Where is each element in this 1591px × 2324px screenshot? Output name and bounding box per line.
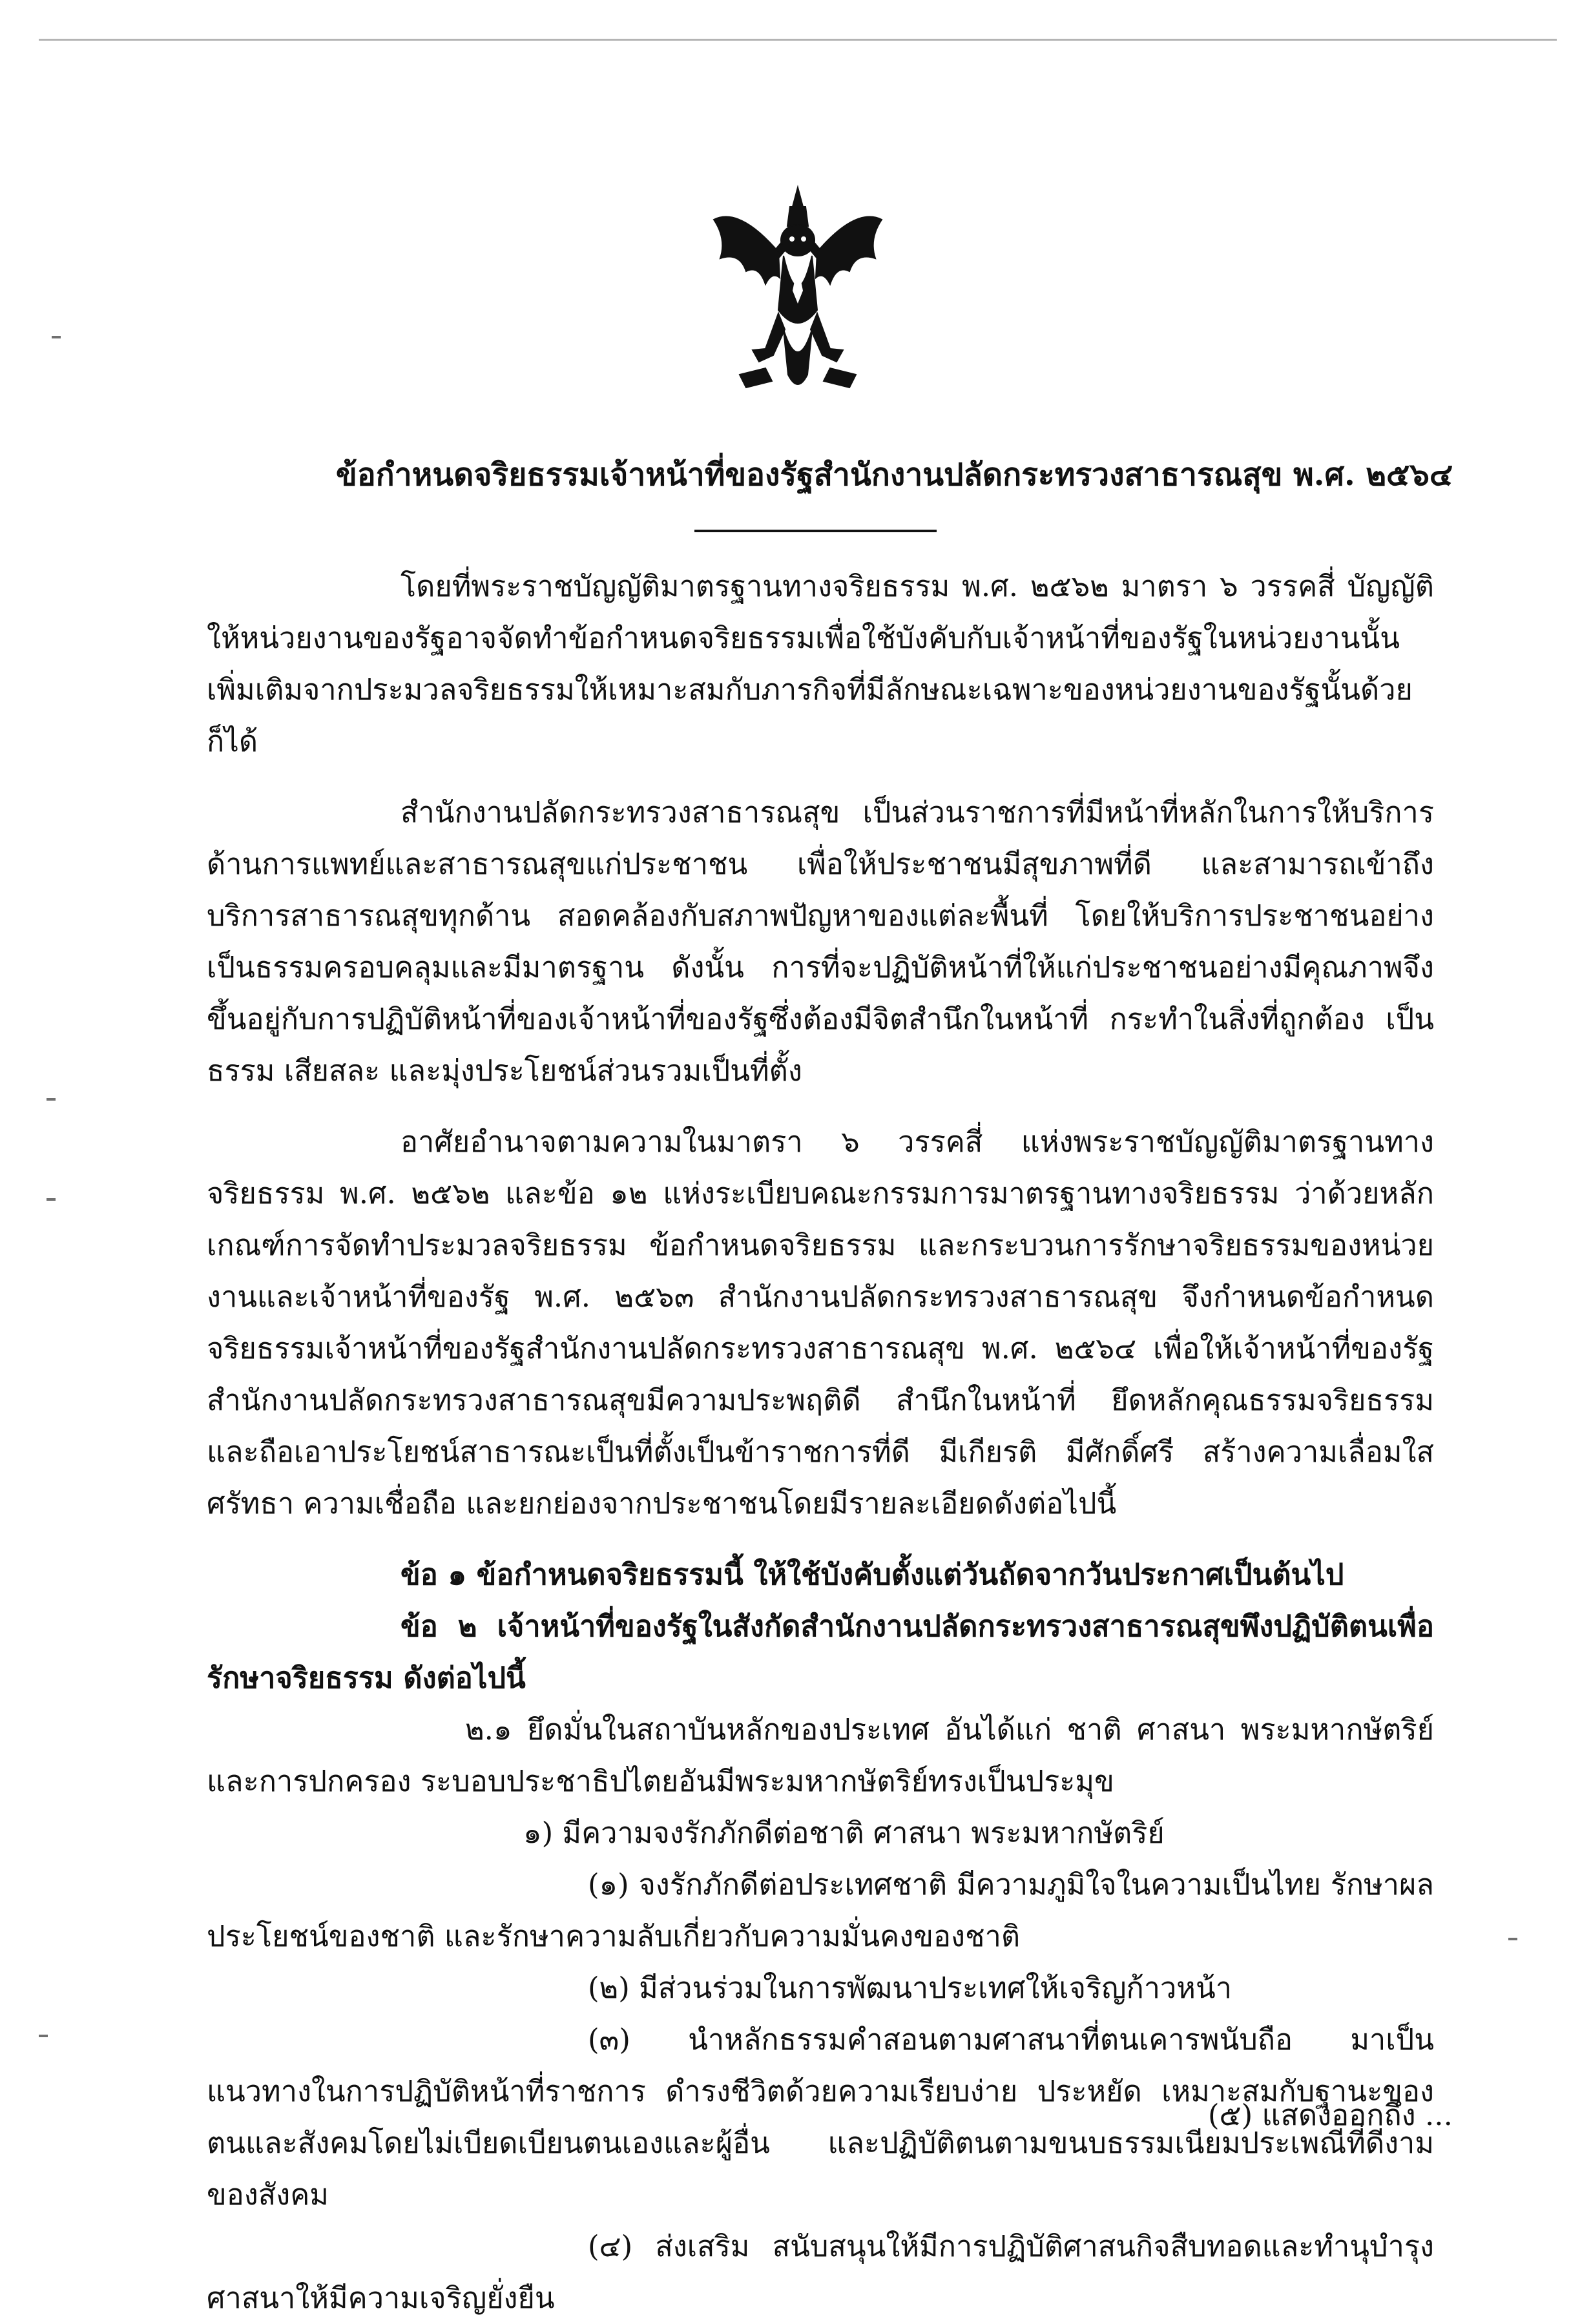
scan-speck (1508, 1938, 1517, 1940)
authority-paragraph: อาศัยอำนาจตามความในมาตรา ๖ วรรคสี่ แห่งพระราชบัญญัติมาตรฐานทางจริยธรรม พ.ศ. ๒๕๖๒ และข้อ ๑๒ แห่งระเบียบคณะกรรมการมาตรฐานทางจริยธรรม ว่าด้วยหลักเกณฑ์การจัดทำประมวลจริยธรรม ข้อกำหนดจริยธรรม และกระบวนการรักษาจริยธรรมของหน่วยงานและเจ้าหน้าที่ของรัฐ พ.ศ. ๒๕๖๓ สำนักงานปลัดกระทรวงสาธารณสุข จึงกำหนดข้อกำหนดจริยธรรมเจ้าหน้าที่ของรัฐสำนักงานปลัดกระทรวงสาธารณสุข พ.ศ. ๒๕๖๔ เพื่อให้เจ้าหน้าที่ของรัฐสำนักงานปลัดกระทรวงสาธารณสุขมีความประพฤติดี สำนึกในหน้าที่ ยึดหลักคุณธรรมจริยธรรม และถือเอาประโยชน์สาธารณะเป็นที่ตั้งเป็นข้าราชการที่ดี มีเกียรติ มีศักดิ์ศรี สร้างความเลื่อมใสศรัทธา ความเชื่อถือ และยกย่องจากประชาชนโดยมีรายละเอียดดังต่อไปนี้ (207, 1125, 1434, 1520)
document-title: ข้อกำหนดจริยธรรมเจ้าหน้าที่ของรัฐสำนักงานปลัดกระทรวงสาธารณสุข พ.ศ. ๒๕๖๔ (336, 457, 1453, 493)
item-1: ๑) มีความจงรักภักดีต่อชาติ ศาสนา พระมหากษัตริย์ (523, 1816, 1165, 1850)
garuda-emblem-icon (701, 181, 895, 400)
scan-speck (52, 336, 61, 338)
scan-speck (39, 2035, 48, 2037)
sub-item-4: (๔) ส่งเสริม สนับสนุนให้มีการปฏิบัติศาสนกิจสืบทอดและทำนุบำรุงศาสนาให้มีความเจริญยั่งยืน (207, 2229, 1434, 2315)
item-2-1: ๒.๑ ยึดมั่นในสถาบันหลักของประเทศ อันได้แก่ ชาติ ศาสนา พระมหากษัตริย์และการปกครอง ระบอบประชาธิปไตยอันมีพระมหากษัตริย์ทรงเป็นประมุข (207, 1712, 1434, 1798)
scan-speck (47, 1098, 56, 1101)
document-body (207, 561, 1434, 2324)
scan-top-rule (39, 39, 1557, 41)
context-paragraph: สำนักงานปลัดกระทรวงสาธารณสุข เป็นส่วนราชการที่มีหน้าที่หลักในการให้บริการด้านการแพทย์และสาธารณสุขแก่ประชาชน เพื่อให้ประชาชนมีสุขภาพที่ดี และสามารถเข้าถึงบริการสาธารณสุขทุกด้าน สอดคล้องกับสภาพปัญหาของแต่ละพื้นที่ โดยให้บริการประชาชนอย่างเป็นธรรมครอบคลุมและมีมาตรฐาน ดังนั้น การที่จะปฏิบัติหน้าที่ให้แก่ประชาชนอย่างมีคุณภาพจึงขึ้นอยู่กับการปฏิบัติหน้าที่ของเจ้าหน้าที่ของรัฐซึ่งต้องมีจิตสำนึกในหน้าที่ กระทำในสิ่งที่ถูกต้อง เป็นธรรม เสียสละ และมุ่งประโยชน์ส่วนรวมเป็นที่ตั้ง (207, 795, 1434, 1088)
preamble-paragraph: โดยที่พระราชบัญญัติมาตรฐานทางจริยธรรม พ.ศ. ๒๕๖๒ มาตรา ๖ วรรคสี่ บัญญัติให้หน่วยงานของรัฐอาจจัดทำข้อกำหนดจริยธรรมเพื่อใช้บังคับกับเจ้าหน้าที่ของรัฐในหน่วยงานนั้นเพิ่มเติมจากประมวลจริยธรรมให้เหมาะสมกับภารกิจที่มีลักษณะเฉพาะของหน่วยงานของรัฐนั้นด้วยก็ได้ (207, 569, 1434, 758)
sub-item-3: (๓) นำหลักธรรมคำสอนตามศาสนาที่ตนเคารพนับถือ มาเป็นแนวทางในการปฏิบัติหน้าที่ราชการ ดำรงชีวิตด้วยความเรียบง่าย ประหยัด เหมาะสมกับฐานะของตนและสังคมโดยไม่เบียดเบียนตนเองและผู้อื่น และปฏิบัติตนตามขนบธรรมเนียมประเพณีที่ดีงามของสังคม (207, 2022, 1434, 2212)
title-underline (694, 530, 937, 532)
sub-item-2: (๒) มีส่วนร่วมในการพัฒนาประเทศให้เจริญก้าวหน้า (588, 1971, 1232, 2005)
sub-item-1: (๑) จงรักภักดีต่อประเทศชาติ มีความภูมิใจในความเป็นไทย รักษาผลประโยชน์ของชาติ และรักษาความลับเกี่ยวกับความมั่นคงของชาติ (207, 1867, 1434, 1953)
page-continuation: (๕) แสดงออกถึง ... (1208, 2098, 1453, 2132)
clause-1: ข้อ ๑ ข้อกำหนดจริยธรรมนี้ ให้ใช้บังคับตั้งแต่วันถัดจากวันประกาศเป็นต้นไป (400, 1557, 1344, 1592)
scan-speck (47, 1198, 56, 1201)
clause-2: ข้อ ๒ เจ้าหน้าที่ของรัฐในสังกัดสำนักงานปลัดกระทรวงสาธารณสุขพึงปฏิบัติตนเพื่อรักษาจริยธรรม ดังต่อไปนี้ (207, 1609, 1434, 1695)
